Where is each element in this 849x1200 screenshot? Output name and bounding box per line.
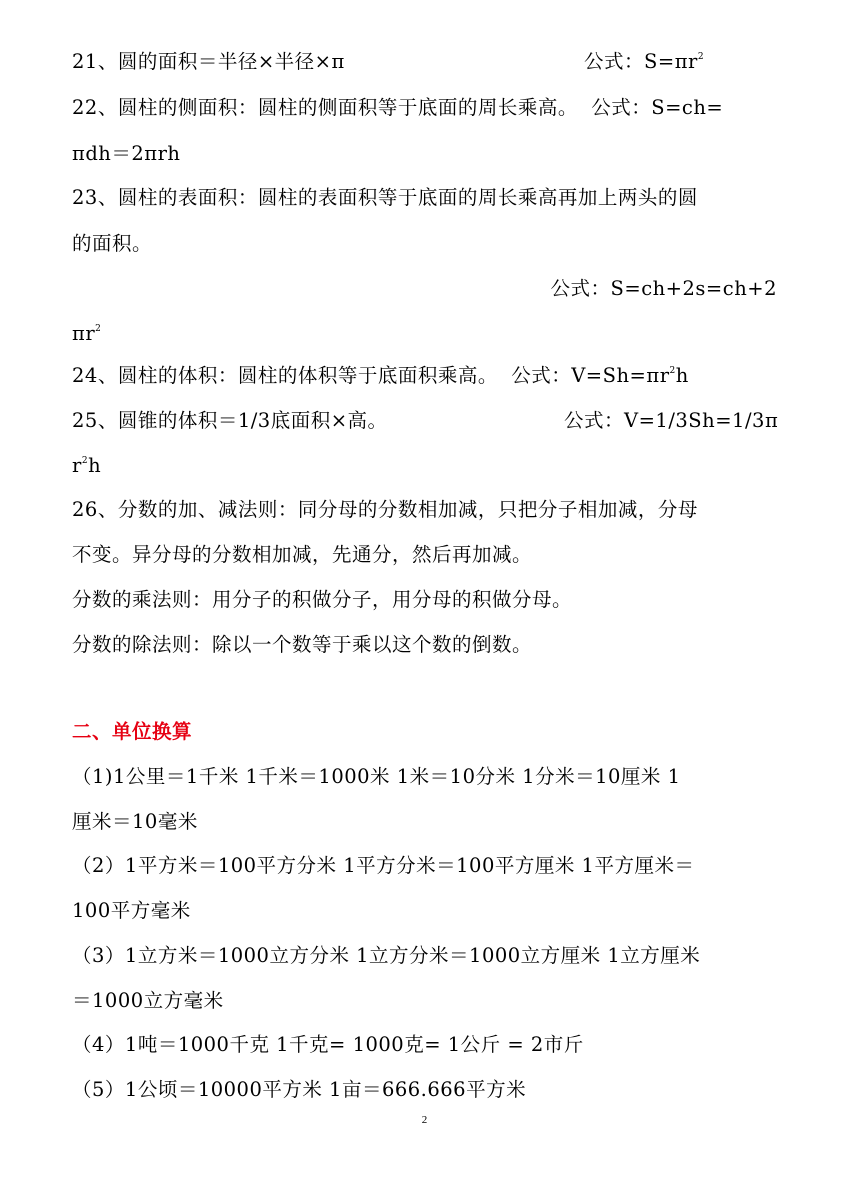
rule-26-line1: 26、分数的加、减法则：同分母的分数相加减，只把分子相加减，分母 xyxy=(72,498,698,521)
formula-21-text: 21、圆的面积＝半径×半径×π xyxy=(72,50,345,73)
unit-2-line2: 100平方毫米 xyxy=(72,899,191,922)
formula-23-formula: 公式：S=ch+2s=ch+2 xyxy=(550,277,777,300)
rule-fraction-divide: 分数的除法则：除以一个数等于乘以这个数的倒数。 xyxy=(72,633,533,656)
unit-1-line1: （1)1公里＝1千米 1千米＝1000米 1米＝10分米 1分米＝10厘米 1 xyxy=(72,765,681,788)
unit-4: （4）1吨＝1000千克 1千克= 1000克= 1公斤 = 2市斤 xyxy=(72,1033,584,1056)
formula-22-line2: πdh＝2πrh xyxy=(72,142,181,165)
page-number: 2 xyxy=(421,1114,428,1126)
unit-5: （5）1公顷＝10000平方米 1亩＝666.666平方米 xyxy=(72,1078,527,1101)
formula-23-formula-cont: $\pi r^2$ xyxy=(72,322,102,345)
formula-25-formula-cont: $r^2h$ xyxy=(72,454,102,477)
unit-3-line1: （3）1立方米＝1000立方分米 1立方分米＝1000立方厘米 1立方厘米 xyxy=(72,944,701,967)
formula-21-formula: 公式：$S=\pi r^2$ xyxy=(584,50,705,73)
formula-23-line1: 23、圆柱的表面积：圆柱的表面积等于底面的周长乘高再加上两头的圆 xyxy=(72,186,698,209)
formula-25-formula: 公式：V=1/3Sh=1/3π xyxy=(564,409,779,432)
unit-1-line2: 厘米＝10毫米 xyxy=(72,810,198,833)
section-heading: 二、单位换算 xyxy=(72,720,193,743)
rule-26-line2: 不变。异分母的分数相加减，先通分，然后再加减。 xyxy=(72,543,533,566)
rule-fraction-multiply: 分数的乘法则：用分子的积做分子，用分母的积做分母。 xyxy=(72,588,573,611)
formula-23-line2: 的面积。 xyxy=(72,232,153,255)
formula-22-line1: 22、圆柱的侧面积：圆柱的侧面积等于底面的周长乘高。 公式：S=ch= xyxy=(72,96,724,119)
unit-3-line2: ＝1000立方毫米 xyxy=(72,989,224,1012)
formula-24: 24、圆柱的体积：圆柱的体积等于底面积乘高。 公式：$V=Sh=\pi r^2h$ xyxy=(72,364,689,387)
unit-2-line1: （2）1平方米＝100平方分米 1平方分米＝100平方厘米 1平方厘米＝ xyxy=(72,854,695,877)
formula-25-text: 25、圆锥的体积＝1/3底面积×高。 xyxy=(72,409,388,432)
